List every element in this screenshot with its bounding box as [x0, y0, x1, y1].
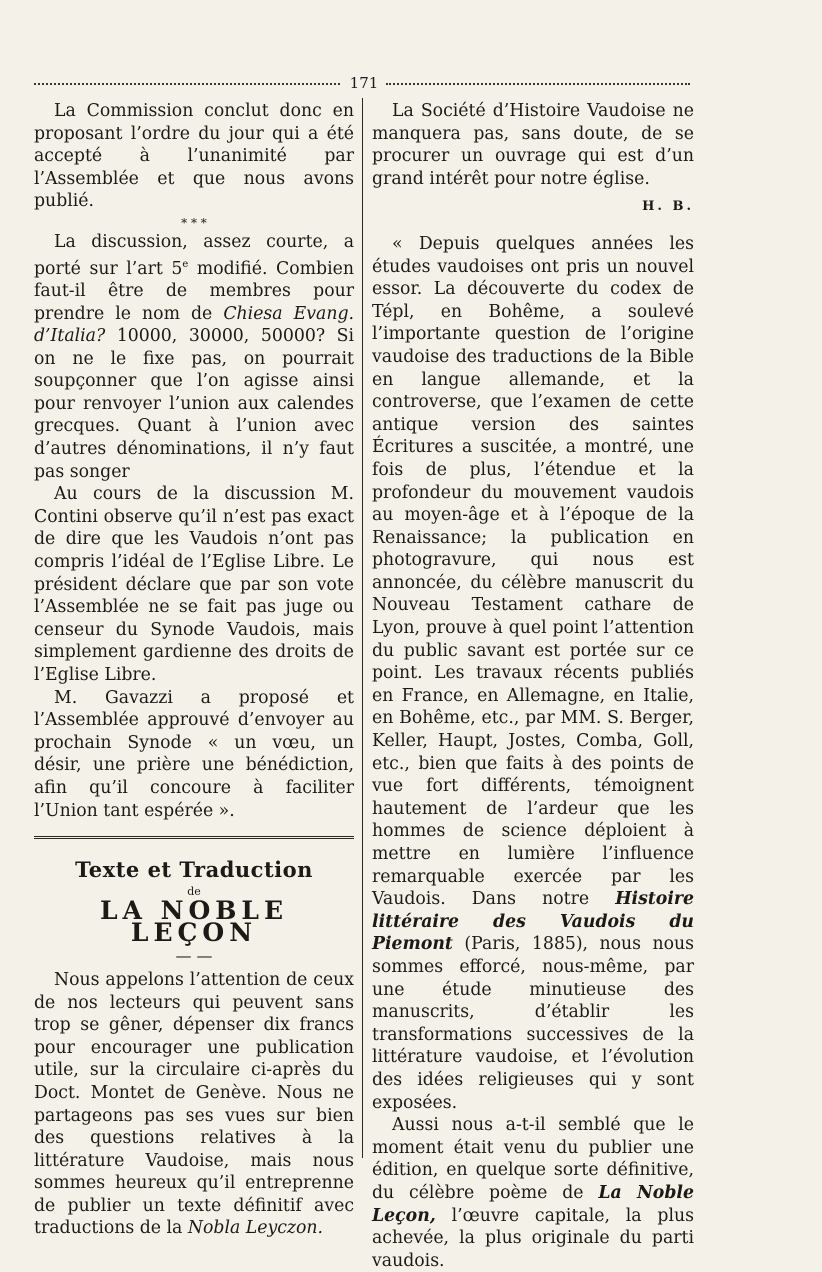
- paragraph-appel: Nous appelons l’attention de ceux de nos lecteurs qui peuvent sans trop se gêner, dépenser dix francs pour encourager une publication utile, sur la circulaire ci-après du Doct. Montet de Genève. Nous ne partageons pas ses vues sur bien des questions relatives à la littérature Vaudoise, mais nous sommes heureux qu’il entreprenne de publier un texte définitif avec traductions de la Nobla Leyczon.: [34, 969, 354, 1239]
- page-header: [34, 74, 690, 94]
- header-rule-left: [34, 83, 340, 88]
- paragraph-discussion: La discussion, assez courte, a porté sur l’art 5e modifié. Combien faut-il être de membres pour prendre le nom de Chiesa Evang. d’Italia? 10000, 30000, 50000? Si on ne le fixe pas, on pourrait soupçonner que l’on agisse ainsi pour renvoyer l’union aux calendes grecques. Quant à l’union avec d’autres dénominations, il n’y faut pas songer: [34, 231, 355, 482]
- paragraph-edition: Aussi nous a-t-il semblé que le moment était venu du publier une édition, en quelque sorte définitive, du célèbre poème de La Noble Leçon, l’œuvre capitale, la plus achevée, la plus originale du parti vaudois.: [372, 1115, 694, 1271]
- paragraph-gavazzi: M. Gavazzi a proposé et l’Assemblée approuvé d’envoyer au prochain Synode « un vœu, un désir, une prière une bénédiction, afin qu’il concoure à faciliter l’Union tant espérée ».: [34, 687, 354, 821]
- section-title-de: de: [187, 884, 201, 898]
- header-rule-right: [386, 83, 690, 88]
- signature-initials: H. B.: [642, 199, 694, 215]
- column-divider: [362, 98, 363, 1158]
- paragraph-commission: La Commission conclut donc en proposant l’ordre du jour qui a été accepté à l’unanimité par l’Assemblée et que nous avons publié.: [34, 101, 354, 212]
- section-separator: [34, 836, 354, 839]
- paragraph-societe: La Société d’Histoire Vaudoise ne manquera pas, sans doute, de se procurer un ouvrage qui est d’un grand intérêt pour notre église.: [372, 101, 694, 189]
- right-column: [372, 100, 694, 1272]
- left-column: [34, 100, 354, 1240]
- paragraph-circulaire: « Depuis quelques années les études vaudoises ont pris un nouvel essor. La découverte du codex de Tépl, en Bohême, a soulevé l’importante question de l’origine vaudoise des traductions de la Bible en langue allemande, et la controverse, que l’examen de cette antique version des saintes Écritures a suscitée, a montré, une fois de plus, l’étendue et la profondeur du mouvement vaudois au moyen-âge et à l’époque de la Renaissance; la publication en photogravure, qui nous est annoncée, du célèbre manuscrit du Nouveau Testament cathare de Lyon, prouve à quel point l’attention du public savant est portée sur ce point. Les travaux récents publiés en France, en Allemagne, en Italie, en Bohême, etc., par MM. S. Berger, Keller, Haupt, Jostes, Comba, Goll, etc., bien que faits à des points de vue fort différents, témoignent hautement de l’ardeur que les hommes de science déploient à mettre en lumière l’influence remarquable exercée par les Vaudois. Dans notre Histoire littéraire des Vaudois du Piemont (Paris, 1885), nous nous sommes efforcé, nous-même, par une étude minutieuse des manuscrits, d’établir les transformations successives de la littérature vaudoise, et l’évolution des idées religieuses qui y sont exposées.: [372, 233, 694, 1113]
- section-title-line2: LA NOBLE LEÇON: [99, 895, 289, 948]
- section-title-line1: Texte et Traduction: [75, 857, 313, 883]
- title-dash: — —: [175, 945, 213, 965]
- section-asterisks: * * *: [181, 215, 207, 230]
- paragraph-contini: Au cours de la discussion M. Contini observe qu’il n’est pas exact de dire que les Vaudois n’ont pas compris l’idéal de l’Eglise Libre. Le président déclare que par son vote l’Assemblée ne se fait pas juge ou censeur du Synode Vaudois, mais simplement gardienne des droits de l’Eglise Libre.: [34, 484, 354, 686]
- page-number: 171: [349, 74, 379, 92]
